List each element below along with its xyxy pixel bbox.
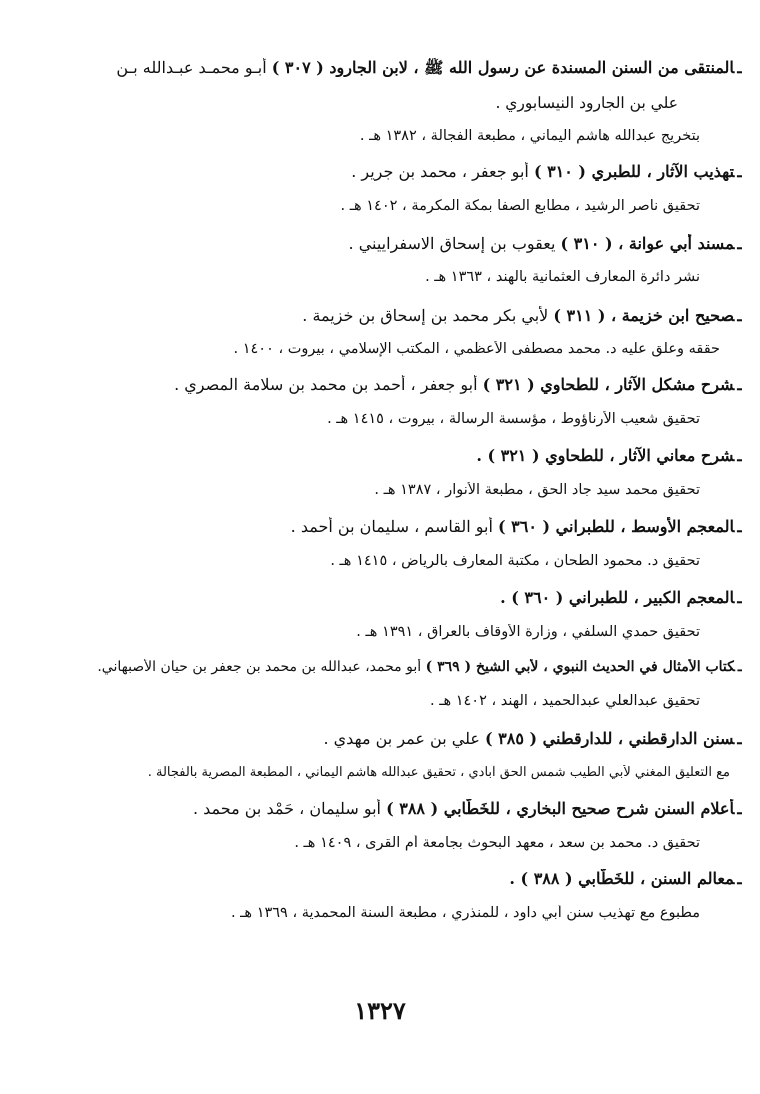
bibliography-entry: ـشرح مشكل الآثار ، للطحاوي ( ٣٢١ ) أبو جعفر ، أحمد بن محمد بن سلامة المصري . bbox=[174, 375, 742, 394]
entry-author: أبو جعفر ، محمد بن جرير . bbox=[351, 162, 529, 181]
bibliography-entry: ـالمنتقى من السنن المسندة عن رسول الله ﷺ ، لابن الجارود ( ٣٠٧ ) أبـو محمـد عبـدالله بـن bbox=[116, 58, 742, 77]
bibliography-entry: ـمعالم السنن ، للخَطَّابي ( ٣٨٨ ) . bbox=[509, 869, 742, 888]
entry-publication: تحقيق حمدي السلفي ، وزارة الأوقاف بالعراق ، ١٣٩١ هـ . bbox=[356, 624, 700, 640]
entry-publication: حققه وعلق عليه د. محمد مصطفى الأعظمي ، المكتب الإسلامي ، بيروت ، ١٤٠٠ . bbox=[233, 341, 720, 357]
entry-publication: تحقيق ناصر الرشيد ، مطابع الصفا بمكة المكرمة ، ١٤٠٢ هـ . bbox=[340, 198, 700, 214]
entry-title: معالم السنن ، للخَطَّابي ( ٣٨٨ ) . bbox=[509, 869, 735, 888]
entry-author: يعقوب بن إسحاق الاسفراييني . bbox=[348, 234, 556, 253]
entry-publication: نشر دائرة المعارف العثمانية بالهند ، ١٣٦٣ هـ . bbox=[425, 269, 700, 285]
bibliography-entry: ـصحيح ابن خزيمة ، ( ٣١١ ) لأبي بكر محمد بن إسحاق بن خزيمة . bbox=[302, 306, 742, 325]
entry-author-continued: علي بن الجارود النيسابوري . bbox=[495, 94, 678, 112]
entry-title: المعجم الأوسط ، للطبراني ( ٣٦٠ ) bbox=[498, 517, 735, 536]
entry-publication: تحقيق عبدالعلي عبدالحميد ، الهند ، ١٤٠٢ هـ . bbox=[429, 693, 700, 709]
entry-title: شرح معاني الآثار ، للطحاوي ( ٣٢١ ) . bbox=[476, 446, 735, 465]
entry-title: تهذيب الآثار ، للطبري ( ٣١٠ ) bbox=[533, 162, 735, 181]
entry-publication: بتخريج عبدالله هاشم اليماني ، مطبعة الفجالة ، ١٣٨٢ هـ . bbox=[359, 128, 700, 144]
entry-title: المعجم الكبير ، للطبراني ( ٣٦٠ ) . bbox=[500, 588, 735, 607]
entry-author: لأبي بكر محمد بن إسحاق بن خزيمة . bbox=[302, 306, 549, 325]
entry-author: أبو القاسم ، سليمان بن أحمد . bbox=[290, 517, 493, 536]
entry-title: شرح مشكل الآثار ، للطحاوي ( ٣٢١ ) bbox=[482, 375, 735, 394]
bibliography-entry: ـكتاب الأمثال في الحديث النبوي ، لأبي الشيخ ( ٣٦٩ ) أبو محمد، عبدالله بن محمد بن جعفر بن حيان الأصبهاني. bbox=[97, 659, 742, 675]
entry-author: أبو محمد، عبدالله بن محمد بن جعفر بن حيان الأصبهاني. bbox=[97, 659, 422, 675]
entry-title: صحيح ابن خزيمة ، ( ٣١١ ) bbox=[553, 306, 735, 325]
entry-publication: تحقيق محمد سيد جاد الحق ، مطبعة الأنوار ، ١٣٨٧ هـ . bbox=[374, 482, 700, 498]
entry-author: أبو جعفر ، أحمد بن محمد بن سلامة المصري . bbox=[174, 375, 478, 394]
entry-author: علي بن عمر بن مهدي . bbox=[323, 729, 480, 748]
entry-publication: تحقيق شعيب الأرناؤوط ، مؤسسة الرسالة ، بيروت ، ١٤١٥ هـ . bbox=[327, 411, 700, 427]
page-number: ١٣٢٧ bbox=[354, 996, 406, 1025]
entry-publication: مطبوع مع تهذيب سنن أبي داود ، للمنذري ، مطبعة السنة المحمدية ، ١٣٦٩ هـ . bbox=[230, 905, 700, 921]
bibliography-entry: ـشرح معاني الآثار ، للطحاوي ( ٣٢١ ) . bbox=[476, 446, 742, 465]
entry-publication: تحقيق د. محمود الطحان ، مكتبة المعارف بالرياض ، ١٤١٥ هـ . bbox=[330, 553, 700, 569]
entry-publication: تحقيق د. محمد بن سعد ، معهد البحوث بجامعة أم القرى ، ١٤٠٩ هـ . bbox=[294, 835, 700, 851]
bibliography-entry: ـالمعجم الكبير ، للطبراني ( ٣٦٠ ) . bbox=[500, 588, 742, 607]
entry-title: المنتقى من السنن المسندة عن رسول الله ﷺ ، لابن الجارود ( ٣٠٧ ) bbox=[271, 58, 735, 77]
bibliography-entry: ـالمعجم الأوسط ، للطبراني ( ٣٦٠ ) أبو القاسم ، سليمان بن أحمد . bbox=[290, 517, 742, 536]
entry-title: مسند أبي عوانة ، ( ٣١٠ ) bbox=[560, 234, 735, 253]
bibliography-entry: ـتهذيب الآثار ، للطبري ( ٣١٠ ) أبو جعفر ، محمد بن جرير . bbox=[351, 162, 742, 181]
entry-author: أبو سليمان ، حَمْد بن محمد . bbox=[192, 799, 381, 818]
entry-title: سنن الدارقطني ، للدارقطني ( ٣٨٥ ) bbox=[485, 729, 735, 748]
entry-title: كتاب الأمثال في الحديث النبوي ، لأبي الشيخ ( ٣٦٩ ) bbox=[425, 659, 735, 675]
bibliography-entry: ـأعلام السنن شرح صحيح البخاري ، للخَطَّابي ( ٣٨٨ ) أبو سليمان ، حَمْد بن محمد . bbox=[192, 799, 742, 818]
entry-author: أبـو محمـد عبـدالله بـن bbox=[116, 58, 267, 77]
entry-title: أعلام السنن شرح صحيح البخاري ، للخَطَّابي ( ٣٨٨ ) bbox=[386, 799, 735, 818]
bibliography-entry: ـمسند أبي عوانة ، ( ٣١٠ ) يعقوب بن إسحاق الاسفراييني . bbox=[348, 234, 742, 253]
bibliography-entry: ـسنن الدارقطني ، للدارقطني ( ٣٨٥ ) علي بن عمر بن مهدي . bbox=[323, 729, 742, 748]
entry-publication: مع التعليق المغني لأبي الطيب شمس الحق آبادي ، تحقيق عبدالله هاشم اليماني ، المطبعة المصرية بالفجالة . bbox=[147, 765, 730, 780]
